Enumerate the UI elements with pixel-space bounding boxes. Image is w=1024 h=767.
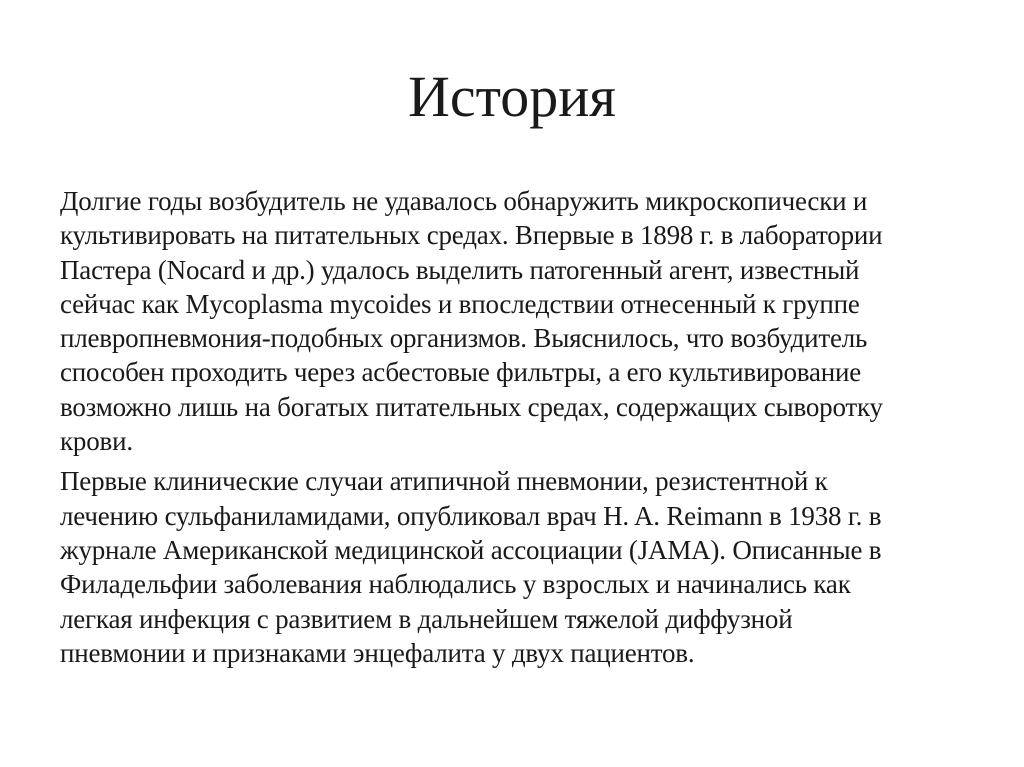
text-line: лечению сульфаниламидами, опубликовал врач H. A. Reimann в 1938 г. в [60, 500, 882, 531]
slide-body [60, 184, 960, 670]
text-line: легкая инфекция с развитием в дальнейшем тяжелой диффузной [60, 603, 793, 634]
text-line: сейчас как Mycoplasma mycoides и впоследствии отнесенный к группе [60, 288, 860, 319]
text-line: возможно лишь на богатых питательных средах, содержащих сыворотку [60, 391, 883, 422]
slide-title: История [408, 64, 616, 129]
text-line: Долгие годы возбудитель не удавалось обнаружить микроскопически и [60, 186, 868, 216]
text-line: Филадельфии заболевания наблюдались у взрослых и начинались как [60, 569, 851, 600]
text-line: плевропневмония-подобных организмов. Выяснилось, что возбудитель [60, 323, 868, 354]
text-line: культивировать на питательных средах. Впервые в 1898 г. в лаборатории [60, 220, 883, 251]
text-line: пневмонии и признаками энцефалита у двух пациентов. [60, 637, 695, 668]
paragraph-first-clinical-cases [60, 464, 960, 670]
text-line: Пастера (Nocard и др.) удалось выделить патогенный агент, известный [60, 254, 860, 285]
text-line: журнале Американской медицинской ассоциации (JAMA). Описанные в [60, 534, 882, 565]
paragraph-history-discovery [60, 184, 960, 458]
text-line: способен проходить через асбестовые фильтры, а его культивирование [60, 357, 862, 388]
text-line: Первые клинические случаи атипичной пневмонии, резистентной к [60, 466, 828, 497]
text-line: крови. [60, 426, 133, 457]
